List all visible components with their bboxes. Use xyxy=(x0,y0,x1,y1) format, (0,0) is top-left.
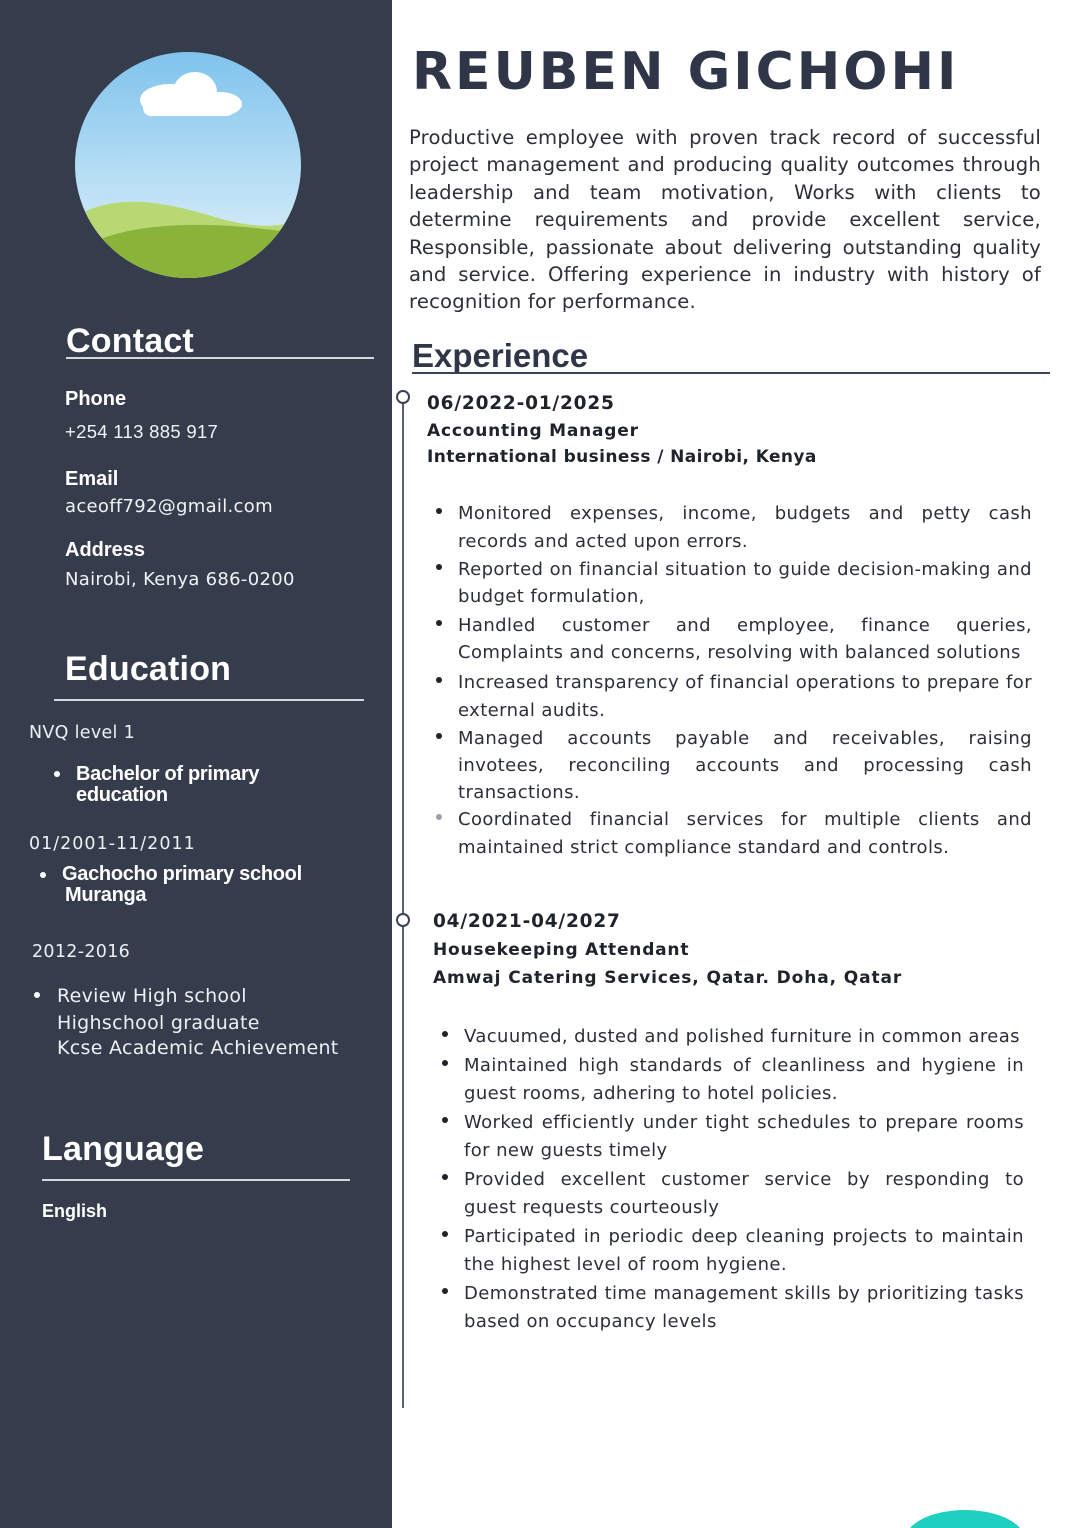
education-line: Highschool graduate xyxy=(57,1012,260,1034)
timeline-node xyxy=(396,390,410,404)
education-date: 01/2001-11/2011 xyxy=(29,834,196,854)
experience-heading: Experience xyxy=(412,337,589,374)
contact-heading: Contact xyxy=(66,322,194,360)
education-line: Kcse Academic Achievement xyxy=(57,1037,339,1059)
profile-summary: Productive employee with proven track record of successful project management and producing quality outcomes through leadership and team motivation, Works with clients to determine requirements and provide excellent service, Responsible, passionate about delivering outstanding quality and service. Offering experience in industry with history of recognition for performance. xyxy=(409,126,1041,314)
job-date: 04/2021-04/2027 xyxy=(433,911,621,932)
candidate-name: REUBEN GICHOHI xyxy=(412,42,960,102)
decorative-accent-shape xyxy=(905,1510,1025,1528)
education-line: Bachelor of primary xyxy=(76,763,260,785)
profile-photo-placeholder xyxy=(75,52,301,278)
sidebar xyxy=(0,0,392,1528)
job-duties-list xyxy=(442,1023,1024,1337)
bullet-dot xyxy=(54,771,60,777)
job-company: International business / Nairobi, Kenya xyxy=(427,447,817,467)
duty-item: Participated in periodic deep cleaning projects to maintain the highest level of room hygiene. xyxy=(442,1223,1024,1280)
job-duties-list xyxy=(436,500,1032,862)
education-date: 2012-2016 xyxy=(32,942,131,962)
duty-item: Provided excellent customer service by responding to guest requests courteously xyxy=(442,1166,1024,1223)
timeline-node xyxy=(396,913,410,927)
address-value: Nairobi, Kenya 686-0200 xyxy=(65,569,295,590)
bullet-dot xyxy=(40,872,46,878)
language-heading: Language xyxy=(42,1130,205,1168)
address-label: Address xyxy=(65,539,146,561)
language-divider xyxy=(42,1179,350,1181)
job-title: Accounting Manager xyxy=(427,421,639,441)
duty-item: Maintained high standards of cleanliness and hygiene in guest rooms, adhering to hotel policies. xyxy=(442,1052,1024,1109)
education-line: education xyxy=(76,784,168,806)
job-date: 06/2022-01/2025 xyxy=(427,393,615,414)
language-item: English xyxy=(42,1201,108,1221)
duty-item: Demonstrated time management skills by prioritizing tasks based on occupancy levels xyxy=(442,1280,1024,1337)
timeline-line xyxy=(402,398,404,1408)
duty-item: Handled customer and employee, finance queries, Complaints and concerns, resolving with balanced solutions xyxy=(436,612,1032,666)
education-heading: Education xyxy=(65,650,232,688)
email-label: Email xyxy=(65,468,119,490)
duty-item: Vacuumed, dusted and polished furniture in common areas xyxy=(442,1023,1024,1052)
duty-item: Reported on financial situation to guide decision-making and budget formulation, xyxy=(436,556,1032,610)
education-date: NVQ level 1 xyxy=(29,723,136,743)
phone-value[interactable]: +254 113 885 917 xyxy=(65,421,219,442)
education-line: Muranga xyxy=(65,884,147,906)
duty-item: Managed accounts payable and receivables, raising invotees, reconciling accounts and processing cash transactions. xyxy=(436,725,1032,806)
email-value[interactable]: aceoff792@gmail.com xyxy=(65,496,273,517)
duty-item: Increased transparency of financial operations to prepare for external audits. xyxy=(436,669,1032,725)
duty-item: Coordinated financial services for multiple clients and maintained strict compliance standard and controls. xyxy=(436,806,1032,862)
phone-label: Phone xyxy=(65,388,127,410)
experience-divider xyxy=(412,372,1050,374)
contact-divider xyxy=(66,357,374,359)
education-divider xyxy=(54,699,364,701)
duty-item: Monitored expenses, income, budgets and petty cash records and acted upon errors. xyxy=(436,500,1032,556)
education-line: Review High school xyxy=(57,985,247,1007)
job-title: Housekeeping Attendant xyxy=(433,940,690,960)
duty-item: Worked efficiently under tight schedules to prepare rooms for new guests timely xyxy=(442,1109,1024,1166)
job-company: Amwaj Catering Services, Qatar. Doha, Qatar xyxy=(433,968,903,988)
bullet-dot xyxy=(34,992,40,998)
education-line: Gachocho primary school xyxy=(62,863,302,885)
